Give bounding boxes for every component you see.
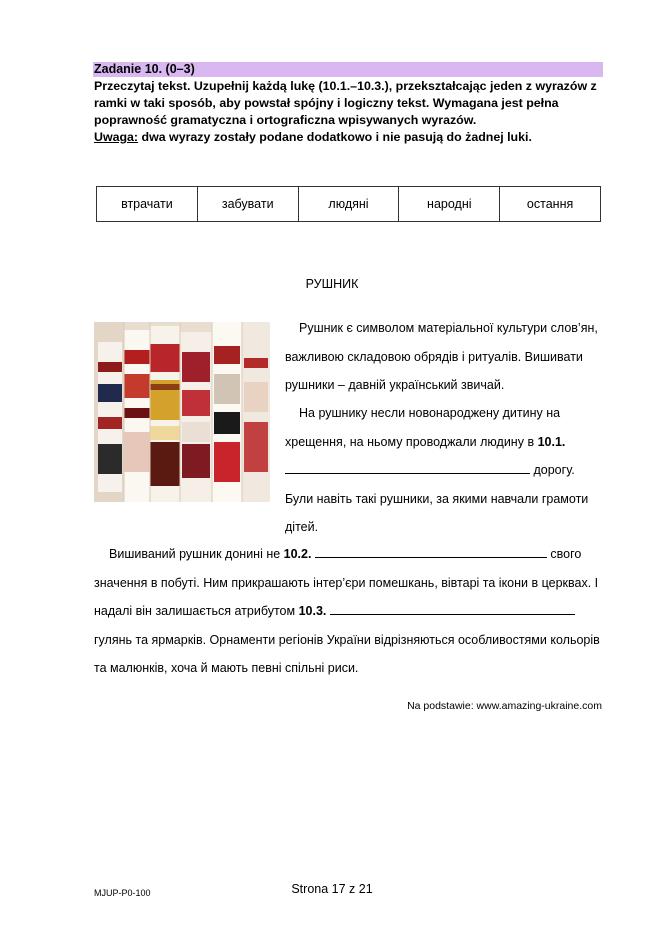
- task-instructions: [94, 78, 604, 146]
- paragraph-3: [94, 540, 604, 683]
- word-box-cell: втрачати: [97, 187, 198, 221]
- paragraph-1: [285, 314, 605, 400]
- footer-code: MJUP-P0-100: [94, 888, 151, 898]
- paragraph-2: [285, 399, 605, 542]
- gap-1-label: 10.1.: [537, 434, 566, 449]
- gap-3-label: 10.3.: [298, 604, 327, 618]
- paragraph-2-text-end: дорогу. Були навіть такі рушники, за якими навчали грамоти дітей.: [285, 463, 589, 534]
- paragraph-3-text-middle: свого значення в побуті. Ним прикрашають інтер’єри помешкань, вівтарі та ікони в церквах. І надалі він залишається атрибутом: [94, 547, 599, 618]
- paragraph-2-text: На рушнику несли новонароджену дитину на хрещення, на ньому проводжали людину: [285, 406, 561, 449]
- page-number: Strona 17 z 21: [291, 882, 373, 896]
- embroidered-towels-photo: [94, 322, 270, 502]
- gap-2-label: 10.2.: [283, 547, 312, 561]
- note-label: Uwaga:: [94, 130, 139, 144]
- paragraph-3-text-end: гулянь та ярмарків. Орнаменти регіонів України відрізняються особливостями кольорів та малюнків, хоча й мають певні спільні риси.: [94, 632, 600, 675]
- word-box: [96, 186, 601, 222]
- gap-3-blank[interactable]: [330, 602, 575, 615]
- paragraph-3-text: Вишиваний рушник донині не: [109, 547, 284, 561]
- word-box-cell: людяні: [299, 187, 400, 221]
- paragraph-1-text: Рушник є символом матеріальної культури слов’ян, важливою складовою обрядів і ритуалів. Вишивати рушники – давній український звичай.: [285, 321, 598, 392]
- word-box-cell: забувати: [198, 187, 299, 221]
- word-box-cell: народні: [399, 187, 500, 221]
- source-note: Na podstawie: www.amazing-ukraine.com: [407, 700, 602, 712]
- note-text: dwa wyrazy zostały podane dodatkowo i nie pasują do żadnej luki.: [138, 130, 532, 144]
- gap-1-blank[interactable]: [285, 461, 530, 474]
- task-header: Zadanie 10. (0–3): [93, 62, 603, 77]
- gap-2-blank[interactable]: [315, 545, 547, 558]
- instruction-text: Przeczytaj tekst. Uzupełnij każdą lukę (10.1.–10.3.), przekształcając jeden z wyrazów z ramki w taki sposób, aby powstał spójny i logiczny tekst. Wymagana jest pełna poprawność gramatyczna i ortograficzna wpisywanych wyrazów.: [94, 79, 597, 127]
- text-title: РУШНИК: [305, 277, 359, 291]
- gap-1-prefix: в: [527, 434, 538, 449]
- word-box-cell: остання: [526, 197, 574, 211]
